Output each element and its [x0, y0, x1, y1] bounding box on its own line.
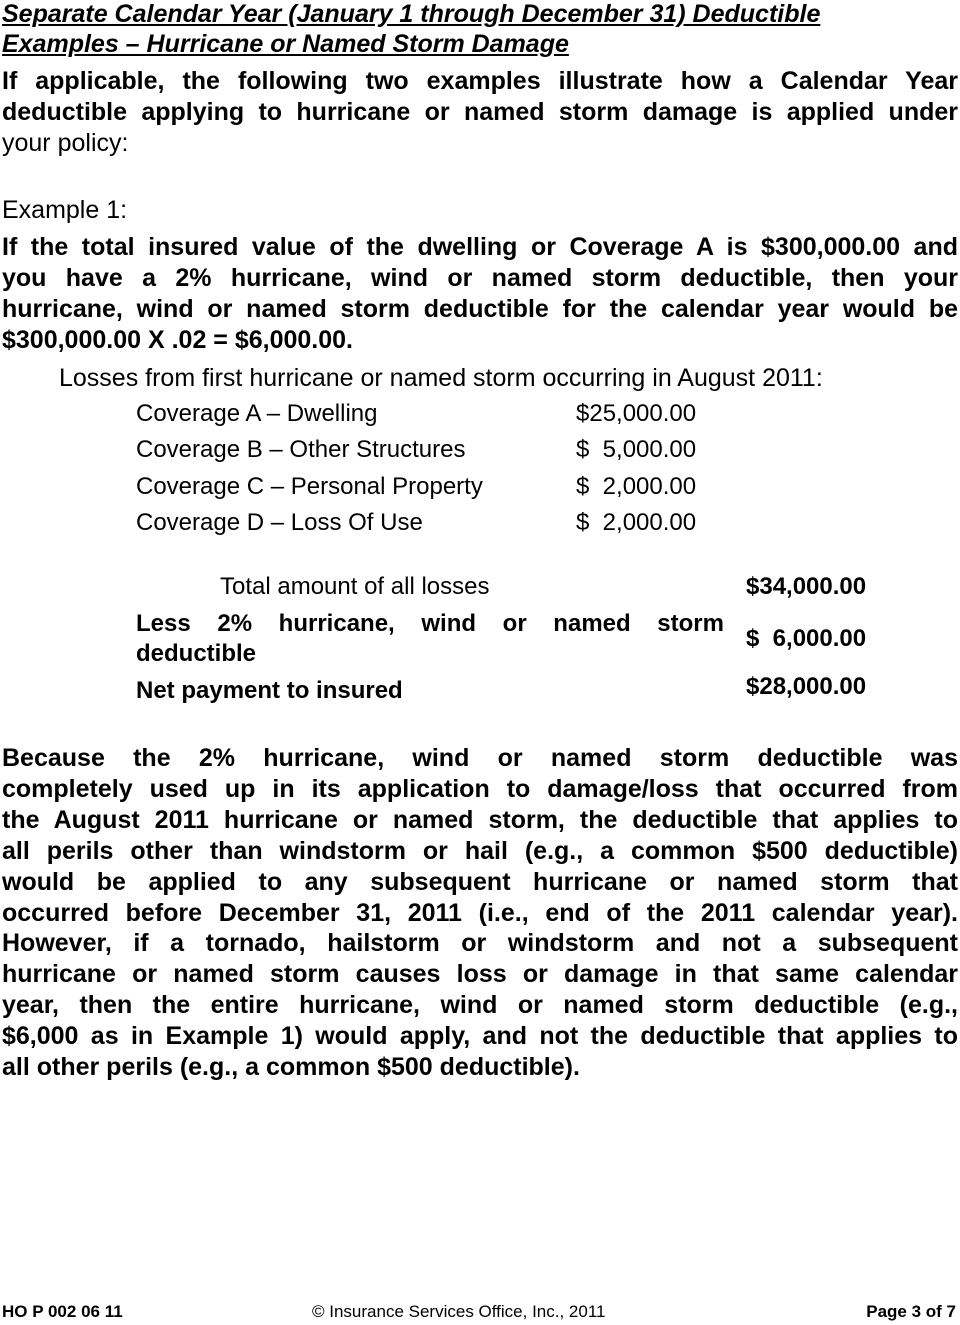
coverage-label: Coverage A – Dwelling — [136, 400, 378, 427]
example-body-line: you have a 2% hurricane, wind or named storm deductible, then your — [2, 264, 958, 292]
explanation-line: However, if a tornado, hailstorm or windstorm and not a subsequent — [2, 929, 958, 957]
explanation-line: would be applied to any subsequent hurricane or named storm that — [2, 868, 958, 896]
less-deductible-amount: $ 6,000.00 — [746, 625, 867, 652]
coverage-label: Coverage D – Loss Of Use — [136, 509, 423, 536]
footer-copyright: © Insurance Services Office, Inc., 2011 — [312, 1302, 606, 1321]
coverage-label: Coverage C – Personal Property — [136, 473, 483, 500]
coverage-amount: $ 2,000.00 — [576, 509, 697, 536]
total-amount: $34,000.00 — [746, 573, 867, 600]
footer-page-number: Page 3 of 7 — [866, 1302, 956, 1321]
explanation-line: completely used up in its application to damage/loss that occurred from — [2, 775, 958, 803]
total-label: Total amount of all losses — [220, 573, 490, 600]
example-label: Example 1: — [2, 196, 128, 224]
explanation-line: Because the 2% hurricane, wind or named storm deductible was — [2, 744, 958, 772]
explanation-line: occurred before December 31, 2011 (i.e., end of the 2011 calendar year). — [2, 899, 958, 927]
less-deductible-label: Less 2% hurricane, wind or named storm — [136, 610, 724, 637]
coverage-amount: $ 5,000.00 — [576, 436, 697, 463]
net-payment-amount: $28,000.00 — [746, 673, 867, 700]
footer-form-number: HO P 002 06 11 — [2, 1302, 123, 1321]
coverage-amount: $25,000.00 — [576, 400, 697, 427]
intro-line: If applicable, the following two examples illustrate how a Calendar Year — [2, 67, 958, 95]
example-body-line: If the total insured value of the dwelling or Coverage A is $300,000.00 and — [2, 233, 958, 261]
net-payment-label: Net payment to insured — [136, 677, 403, 704]
explanation-line: $6,000 as in Example 1) would apply, and not the deductible that applies to — [2, 1022, 958, 1050]
section-title-line1: Separate Calendar Year (January 1 through December 31) Deductible — [2, 0, 821, 28]
losses-heading: Losses from first hurricane or named storm occurring in August 2011: — [59, 364, 823, 392]
coverage-label: Coverage B – Other Structures — [136, 436, 466, 463]
section-title-line2: Examples – Hurricane or Named Storm Damage — [2, 30, 569, 58]
explanation-line: year, then the entire hurricane, wind or named storm deductible (e.g., — [2, 991, 958, 1019]
intro-line: deductible applying to hurricane or named storm damage is applied under — [2, 98, 958, 126]
example-body-line: hurricane, wind or named storm deductible for the calendar year would be — [2, 295, 958, 323]
coverage-amount: $ 2,000.00 — [576, 473, 697, 500]
explanation-line: all perils other than windstorm or hail (e.g., a common $500 deductible) — [2, 837, 958, 865]
less-deductible-label-cont: deductible — [136, 640, 257, 667]
intro-line: your policy: — [2, 129, 129, 157]
example-body-line: $300,000.00 X .02 = $6,000.00. — [2, 326, 354, 354]
explanation-line: all other perils (e.g., a common $500 deductible). — [2, 1053, 580, 1081]
explanation-line: hurricane or named storm causes loss or damage in that same calendar — [2, 960, 958, 988]
explanation-line: the August 2011 hurricane or named storm, the deductible that applies to — [2, 806, 958, 834]
